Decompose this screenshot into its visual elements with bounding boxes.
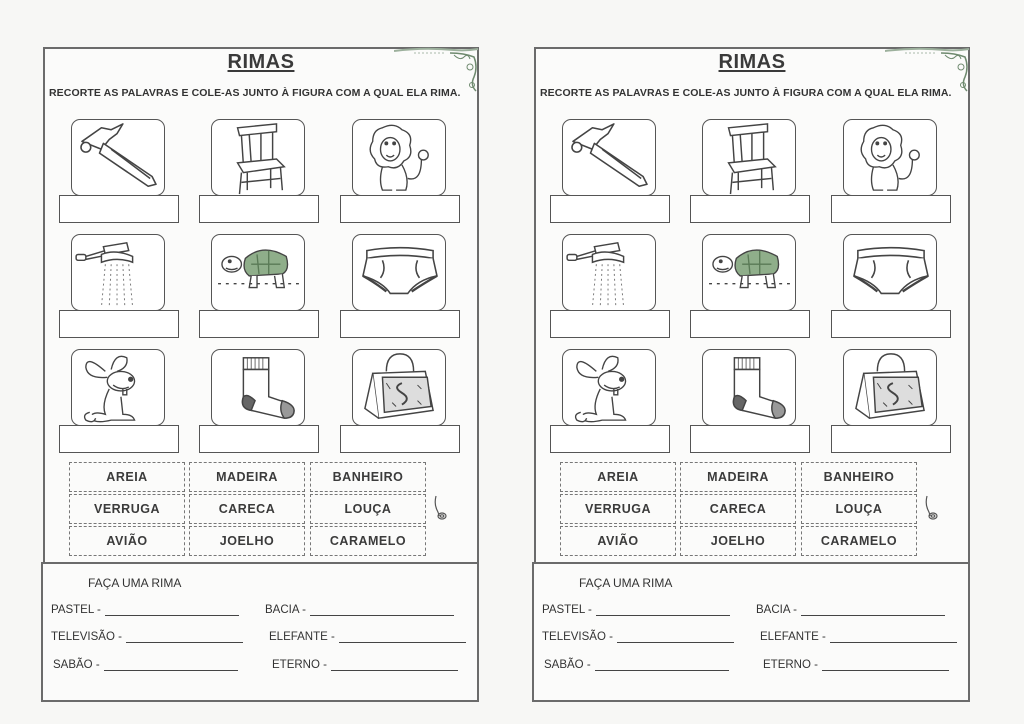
rhyme-exercise	[41, 562, 479, 702]
underwear-icon	[352, 234, 446, 311]
picture-card-chuveiro	[550, 234, 670, 338]
answer-line[interactable]	[822, 659, 949, 671]
worksheet-left	[0, 0, 490, 724]
word-cutout[interactable]: CARECA	[189, 494, 305, 524]
scissors-icon	[433, 494, 447, 522]
turtle-icon	[702, 234, 796, 311]
underwear-icon	[843, 234, 937, 311]
rhyme-item	[51, 604, 239, 616]
lion-icon	[843, 119, 937, 196]
rhyme-word: PASTEL -	[51, 604, 101, 616]
rhyme-item	[763, 659, 949, 671]
worksheet-frame	[534, 47, 970, 564]
word-cutout[interactable]: VERRUGA	[69, 494, 185, 524]
exercise-title: FAÇA UMA RIMA	[88, 576, 182, 590]
paste-box[interactable]	[199, 310, 319, 338]
paste-box[interactable]	[199, 195, 319, 223]
picture-card-leão	[340, 119, 460, 223]
picture-card-meia	[199, 349, 319, 453]
turtle-icon	[211, 234, 305, 311]
word-cutout[interactable]: AVIÃO	[560, 526, 676, 556]
word-cutout[interactable]: JOELHO	[680, 526, 796, 556]
picture-card-cueca	[340, 234, 460, 338]
picture-card-bolsa	[831, 349, 951, 453]
picture-card-martelo	[550, 119, 670, 223]
shower-icon	[562, 234, 656, 311]
paste-box[interactable]	[690, 425, 810, 453]
paste-box[interactable]	[340, 425, 460, 453]
word-cutout[interactable]: LOUÇA	[801, 494, 917, 524]
answer-line[interactable]	[595, 659, 729, 671]
rabbit-icon	[71, 349, 165, 426]
word-cutout[interactable]: BANHEIRO	[310, 462, 426, 492]
rhyme-word: TELEVISÃO -	[51, 631, 122, 643]
word-cutout[interactable]: MADEIRA	[189, 462, 305, 492]
rhyme-word: SABÃO -	[53, 659, 100, 671]
exercise-title: FAÇA UMA RIMA	[579, 576, 673, 590]
picture-card-tartaruga	[199, 234, 319, 338]
rhyme-item	[269, 631, 466, 643]
rhyme-exercise	[532, 562, 970, 702]
word-cutout[interactable]: CARECA	[680, 494, 796, 524]
picture-card-cueca	[831, 234, 951, 338]
shower-icon	[71, 234, 165, 311]
handbag-icon	[843, 349, 937, 426]
answer-line[interactable]	[339, 631, 466, 643]
word-cutout[interactable]: AREIA	[560, 462, 676, 492]
paste-box[interactable]	[690, 310, 810, 338]
paste-box[interactable]	[59, 195, 179, 223]
rhyme-item	[51, 631, 243, 643]
picture-card-chuveiro	[59, 234, 179, 338]
paste-box[interactable]	[59, 425, 179, 453]
rhyme-word: BACIA -	[265, 604, 306, 616]
scissors-icon	[924, 494, 938, 522]
handbag-icon	[352, 349, 446, 426]
picture-card-bolsa	[340, 349, 460, 453]
paste-box[interactable]	[690, 195, 810, 223]
picture-card-martelo	[59, 119, 179, 223]
paste-box[interactable]	[59, 310, 179, 338]
rhyme-word: ETERNO -	[763, 659, 818, 671]
word-cutout[interactable]: VERRUGA	[560, 494, 676, 524]
chair-icon	[211, 119, 305, 196]
answer-line[interactable]	[331, 659, 458, 671]
picture-card-coelho	[550, 349, 670, 453]
picture-card-coelho	[59, 349, 179, 453]
rhyme-word: ETERNO -	[272, 659, 327, 671]
rhyme-item	[760, 631, 957, 643]
sock-icon	[702, 349, 796, 426]
rhyme-item	[756, 604, 945, 616]
rhyme-item	[53, 659, 238, 671]
word-cutout[interactable]: JOELHO	[189, 526, 305, 556]
rabbit-icon	[562, 349, 656, 426]
paste-box[interactable]	[831, 425, 951, 453]
hammer-icon	[562, 119, 656, 196]
paste-box[interactable]	[550, 310, 670, 338]
worksheet-title: RIMAS	[718, 51, 786, 73]
answer-line[interactable]	[617, 631, 734, 643]
word-cutout[interactable]: AVIÃO	[69, 526, 185, 556]
picture-card-tartaruga	[690, 234, 810, 338]
word-cutout[interactable]: CARAMELO	[310, 526, 426, 556]
picture-card-cadeira	[199, 119, 319, 223]
word-cutout[interactable]: AREIA	[69, 462, 185, 492]
picture-card-cadeira	[690, 119, 810, 223]
worksheet-title: RIMAS	[227, 51, 295, 73]
rhyme-item	[542, 631, 734, 643]
sock-icon	[211, 349, 305, 426]
rhyme-word: ELEFANTE -	[760, 631, 826, 643]
rhyme-item	[542, 604, 730, 616]
rhyme-word: TELEVISÃO -	[542, 631, 613, 643]
paste-box[interactable]	[550, 425, 670, 453]
rhyme-word: PASTEL -	[542, 604, 592, 616]
answer-line[interactable]	[310, 604, 454, 616]
lion-icon	[352, 119, 446, 196]
rhyme-item	[265, 604, 454, 616]
answer-line[interactable]	[801, 604, 945, 616]
rhyme-item	[272, 659, 458, 671]
word-cutout[interactable]: CARAMELO	[801, 526, 917, 556]
answer-line[interactable]	[596, 604, 730, 616]
answer-line[interactable]	[104, 659, 238, 671]
rhyme-word: SABÃO -	[544, 659, 591, 671]
word-cutout[interactable]: LOUÇA	[310, 494, 426, 524]
picture-card-meia	[690, 349, 810, 453]
answer-line[interactable]	[105, 604, 239, 616]
instructions: RECORTE AS PALAVRAS E COLE-AS JUNTO À FIGURA COM A QUAL ELA RIMA.	[540, 87, 952, 99]
rhyme-word: ELEFANTE -	[269, 631, 335, 643]
paste-box[interactable]	[831, 195, 951, 223]
picture-card-leão	[831, 119, 951, 223]
word-cutout[interactable]: BANHEIRO	[801, 462, 917, 492]
worksheet-frame	[43, 47, 479, 564]
paste-box[interactable]	[831, 310, 951, 338]
instructions: RECORTE AS PALAVRAS E COLE-AS JUNTO À FIGURA COM A QUAL ELA RIMA.	[49, 87, 461, 99]
word-cutout[interactable]: MADEIRA	[680, 462, 796, 492]
rhyme-item	[544, 659, 729, 671]
paste-box[interactable]	[340, 310, 460, 338]
paste-box[interactable]	[550, 195, 670, 223]
answer-line[interactable]	[126, 631, 243, 643]
chair-icon	[702, 119, 796, 196]
worksheet-right	[491, 0, 981, 724]
answer-line[interactable]	[830, 631, 957, 643]
paste-box[interactable]	[340, 195, 460, 223]
rhyme-word: BACIA -	[756, 604, 797, 616]
hammer-icon	[71, 119, 165, 196]
paste-box[interactable]	[199, 425, 319, 453]
